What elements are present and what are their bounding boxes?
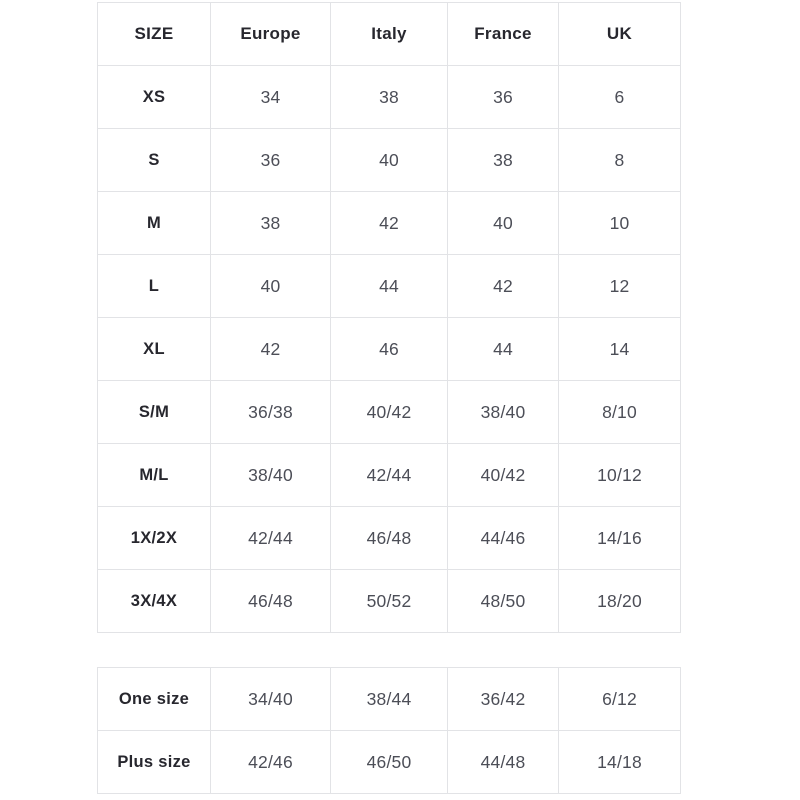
table-row [98,668,681,731]
table-row [98,444,681,507]
size-label: XS [98,66,211,129]
size-value-cell: 38/44 [331,668,448,731]
size-value-cell: 38 [331,66,448,129]
size-value-cell: 40 [448,192,559,255]
table-row [98,318,681,381]
size-value-cell: 36/42 [448,668,559,731]
size-value-cell: 38/40 [211,444,331,507]
size-label: XL [98,318,211,381]
size-label: One size [98,668,211,731]
size-value-cell: 6 [559,66,681,129]
size-value-cell: 10/12 [559,444,681,507]
size-label: S [98,129,211,192]
size-value-cell: 40 [211,255,331,318]
table-row [98,381,681,444]
size-value-cell: 42 [448,255,559,318]
size-value-cell: 38 [211,192,331,255]
size-label: L [98,255,211,318]
size-conversion-table [97,2,681,633]
size-value-cell: 34/40 [211,668,331,731]
size-value-cell: 14 [559,318,681,381]
size-value-cell: 14/16 [559,507,681,570]
size-value-cell: 44/48 [448,731,559,794]
column-header-size: SIZE [98,3,211,66]
size-value-cell: 40/42 [331,381,448,444]
column-header-italy: Italy [331,3,448,66]
size-value-cell: 36 [211,129,331,192]
table-row [98,129,681,192]
one-size-plus-size-table [97,667,681,794]
size-value-cell: 46/48 [211,570,331,633]
size-value-cell: 42/44 [211,507,331,570]
column-header-uk: UK [559,3,681,66]
size-value-cell: 10 [559,192,681,255]
size-value-cell: 46/50 [331,731,448,794]
size-value-cell: 42/44 [331,444,448,507]
size-value-cell: 18/20 [559,570,681,633]
size-value-cell: 12 [559,255,681,318]
size-value-cell: 6/12 [559,668,681,731]
size-value-cell: 34 [211,66,331,129]
size-label: M [98,192,211,255]
header-row [98,3,681,66]
size-value-cell: 42 [211,318,331,381]
size-value-cell: 36 [448,66,559,129]
size-value-cell: 14/18 [559,731,681,794]
size-value-cell: 40/42 [448,444,559,507]
column-header-europe: Europe [211,3,331,66]
table-row [98,255,681,318]
size-value-cell: 8/10 [559,381,681,444]
size-value-cell: 44/46 [448,507,559,570]
table-row [98,507,681,570]
size-label: M/L [98,444,211,507]
size-value-cell: 42 [331,192,448,255]
size-value-cell: 8 [559,129,681,192]
size-value-cell: 48/50 [448,570,559,633]
size-value-cell: 44 [331,255,448,318]
table-row [98,192,681,255]
size-value-cell: 38 [448,129,559,192]
size-value-cell: 46/48 [331,507,448,570]
size-label: Plus size [98,731,211,794]
size-value-cell: 40 [331,129,448,192]
table-row [98,66,681,129]
size-value-cell: 44 [448,318,559,381]
size-label: 1X/2X [98,507,211,570]
size-value-cell: 38/40 [448,381,559,444]
size-value-cell: 36/38 [211,381,331,444]
size-value-cell: 42/46 [211,731,331,794]
table-row [98,570,681,633]
size-value-cell: 46 [331,318,448,381]
size-label: 3X/4X [98,570,211,633]
column-header-france: France [448,3,559,66]
size-label: S/M [98,381,211,444]
size-value-cell: 50/52 [331,570,448,633]
table-row [98,731,681,794]
